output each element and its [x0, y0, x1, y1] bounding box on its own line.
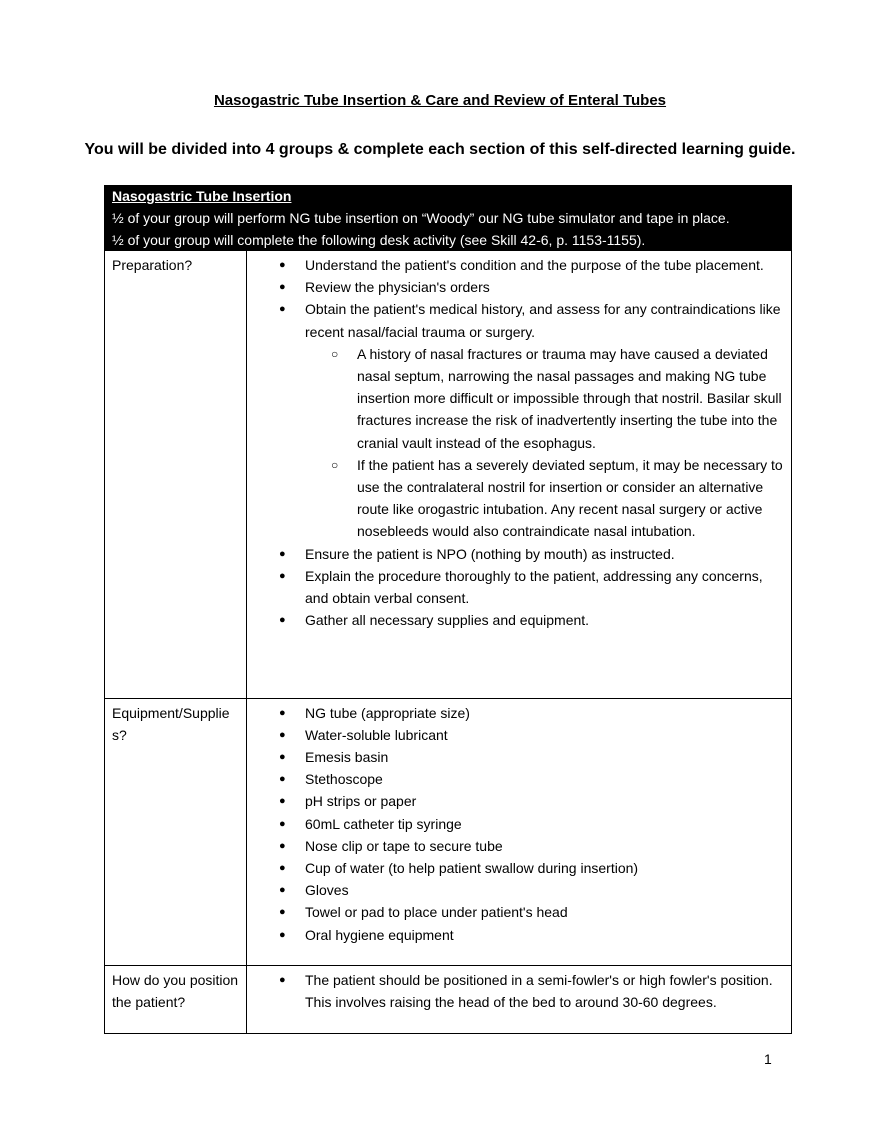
list-item — [247, 298, 791, 542]
list-item: ● Cup of water (to help patient swallow during insertion) — [247, 857, 791, 879]
list-item: ● Oral hygiene equipment — [247, 924, 791, 946]
list-item: ● Gather all necessary supplies and equipment. — [247, 609, 791, 631]
section-instruction-2: ½ of your group will complete the following desk activity (see Skill 42-6, p. 1153-1155). — [112, 232, 646, 248]
row-content-preparation — [247, 251, 792, 698]
learning-guide-table — [104, 251, 792, 1034]
list-item: ● Water-soluble lubricant — [247, 724, 791, 746]
list-item: ● Stethoscope — [247, 768, 791, 790]
list-item: ● The patient should be positioned in a semi-fowler's or high fowler's position. This involves raising the head of the bed to around 30-60 degrees. — [247, 969, 791, 1013]
document-subtitle: You will be divided into 4 groups & complete each section of this self-directed learning guide. — [84, 141, 796, 158]
list-item-text: Obtain the patient's medical history, and assess for any contraindications like recent nasal/facial trauma or surgery. — [305, 301, 781, 340]
section-header — [104, 185, 792, 251]
row-label-equipment: Equipment/Supplies? — [105, 698, 247, 965]
sub-list-item: ○ If the patient has a severely deviated septum, it may be necessary to use the contralateral nostril for insertion or consider an alternative route like orogastric intubation. Any recent nasal surgery or active nosebleeds would also contraindicate nasal intubation. — [305, 454, 783, 543]
list-item: ● 60mL catheter tip syringe — [247, 813, 791, 835]
list-item: ● Explain the procedure thoroughly to the patient, addressing any concerns, and obtain verbal consent. — [247, 565, 791, 609]
table-row-equipment — [105, 698, 792, 965]
document-title: Nasogastric Tube Insertion & Care and Review of Enteral Tubes — [213, 92, 667, 109]
section-heading: Nasogastric Tube Insertion — [112, 188, 292, 204]
list-item: ● Nose clip or tape to secure tube — [247, 835, 791, 857]
table-row-positioning — [105, 965, 792, 1033]
list-item: ● pH strips or paper — [247, 790, 791, 812]
list-item: ● Understand the patient's condition and the purpose of the tube placement. — [247, 254, 791, 276]
table-row-preparation — [105, 251, 792, 698]
page-number: 1 — [764, 1051, 772, 1067]
list-item: ● Ensure the patient is NPO (nothing by mouth) as instructed. — [247, 543, 791, 565]
sub-list-item: ○ A history of nasal fractures or trauma may have caused a deviated nasal septum, narrowing the nasal passages and making NG tube insertion more difficult or impossible through that nostril. Basilar skull fractures increase the risk of inadvertently inserting the tube into the cranial vault instead of the esophagus. — [305, 343, 783, 454]
row-content-positioning — [247, 965, 792, 1033]
list-item: ● Review the physician's orders — [247, 276, 791, 298]
list-item: ● Emesis basin — [247, 746, 791, 768]
row-label-preparation: Preparation? — [105, 251, 247, 698]
section-instruction-1: ½ of your group will perform NG tube insertion on “Woody” our NG tube simulator and tape in place. — [112, 210, 730, 226]
list-item: ● Gloves — [247, 879, 791, 901]
row-label-positioning: How do you position the patient? — [105, 965, 247, 1033]
list-item: ● Towel or pad to place under patient's head — [247, 901, 791, 923]
list-item: ● NG tube (appropriate size) — [247, 702, 791, 724]
row-content-equipment — [247, 698, 792, 965]
